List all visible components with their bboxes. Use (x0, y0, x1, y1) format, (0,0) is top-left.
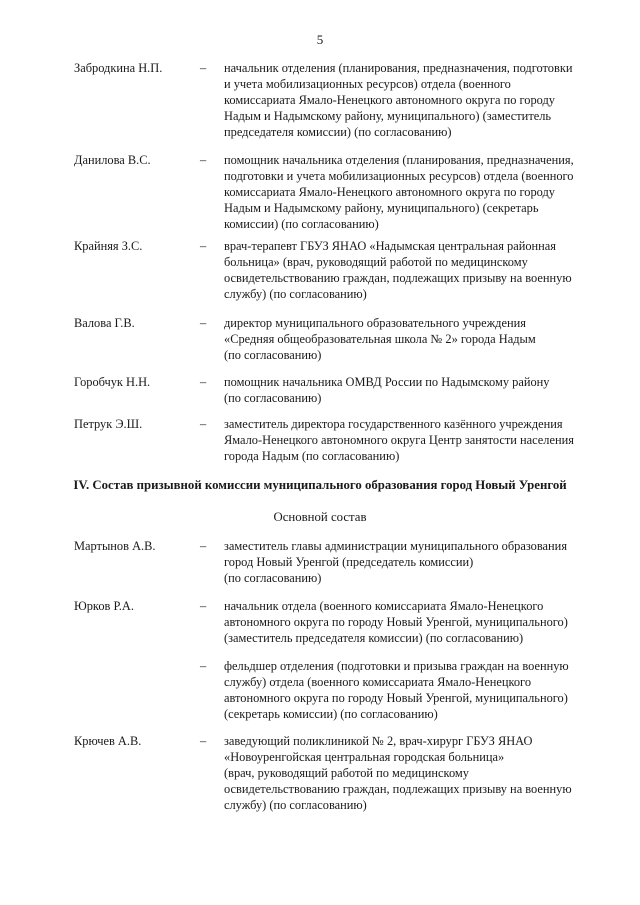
role-line: автономного округа по городу Новый Уренгой, муниципального) (224, 691, 568, 705)
role-line: комиссариата Ямало-Ненецкого автономного округа по городу (224, 93, 555, 107)
role-line: «Средняя общеобразовательная школа № 2» города Надым (224, 332, 536, 346)
role-line: комиссии) (по согласованию) (224, 217, 379, 231)
role-line: больница» (врач, руководящий работой по медицинскому (224, 255, 528, 269)
member-role (224, 374, 596, 406)
role-line: начальник отдела (военного комиссариата Ямало-Ненецкого (224, 599, 544, 613)
member-role (224, 315, 596, 363)
role-line: комиссариата Ямало-Ненецкого автономного округа по городу (224, 185, 555, 199)
role-line: и учета мобилизационных ресурсов) отдела (военного (224, 77, 511, 91)
member-name: Валова Г.В. (74, 316, 135, 330)
dash-separator: – (200, 153, 207, 167)
member-name: Горобчук Н.Н. (74, 375, 151, 389)
member-name: Крючев А.В. (74, 734, 142, 748)
role-line: фельдшер отделения (подготовки и призыва граждан на военную (224, 659, 569, 673)
member-role (224, 598, 596, 646)
role-line: автономного округа по городу Новый Уренгой, муниципального) (224, 615, 568, 629)
role-line: город Новый Уренгой (председатель комиссии) (224, 555, 474, 569)
role-line: заместитель директора государственного казённого учреждения (224, 417, 563, 431)
role-line: помощник начальника ОМВД России по Надымскому району (224, 375, 550, 389)
member-role (224, 658, 596, 722)
dash-separator: – (200, 375, 207, 389)
role-line: Ямало-Ненецкого автономного округа Центр занятости населения (224, 433, 574, 447)
role-line: Надым и Надымскому району, муниципального) (заместитель (224, 109, 552, 123)
role-line: освидетельствованию граждан, подлежащих призыву на военную (224, 782, 572, 796)
member-role (224, 416, 596, 464)
role-line: заместитель главы администрации муниципального образования (224, 539, 568, 553)
member-role (224, 152, 596, 232)
role-line: заведующий поликлиникой № 2, врач-хирург ГБУЗ ЯНАО (224, 734, 533, 748)
page-number: 5 (316, 32, 324, 47)
role-line: директор муниципального образовательного учреждения (224, 316, 526, 330)
role-line: «Новоуренгойская центральная городская больница» (224, 750, 505, 764)
role-line: (по согласованию) (224, 391, 322, 405)
dash-separator: – (200, 61, 207, 75)
role-line: помощник начальника отделения (планирования, предназначения, (224, 153, 574, 167)
role-line: службу) отдела (военного комиссариата Ямало-Ненецкого (224, 675, 532, 689)
member-role (224, 60, 596, 140)
dash-separator: – (200, 599, 207, 613)
role-line: (врач, руководящий работой по медицинскому (224, 766, 469, 780)
dash-separator: – (200, 734, 207, 748)
role-line: начальник отделения (планирования, предназначения, подготовки (224, 61, 573, 75)
dash-separator: – (200, 659, 207, 673)
member-name: Данилова В.С. (74, 153, 151, 167)
role-line: службу) (по согласованию) (224, 287, 367, 301)
dash-separator: – (200, 239, 207, 253)
dash-separator: – (200, 316, 207, 330)
member-role (224, 538, 596, 586)
role-line: освидетельствованию граждан, подлежащих призыву на военную (224, 271, 572, 285)
member-role (224, 733, 596, 813)
role-line: председателя комиссии) (по согласованию) (224, 125, 452, 139)
role-line: службу) (по согласованию) (224, 798, 367, 812)
member-name: Забродкина Н.П. (74, 61, 163, 75)
member-name: Петрук Э.Ш. (74, 417, 143, 431)
role-line: подготовки и учета мобилизационных ресурсов) отдела (военного (224, 169, 574, 183)
member-name: Крайняя З.С. (74, 239, 143, 253)
role-line: (по согласованию) (224, 348, 322, 362)
member-name: Юрков Р.А. (74, 599, 134, 613)
role-line: врач-терапевт ГБУЗ ЯНАО «Надымская центральная районная (224, 239, 556, 253)
subsection-title: Основной состав (273, 510, 367, 524)
dash-separator: – (200, 539, 207, 553)
member-name: Мартынов А.В. (74, 539, 156, 553)
member-role (224, 238, 596, 302)
role-line: Надым и Надымскому району, муниципального) (секретарь (224, 201, 539, 215)
role-line: (по согласованию) (224, 571, 322, 585)
role-line: (заместитель председателя комиссии) (по согласованию) (224, 631, 524, 645)
section-title: IV. Состав призывной комиссии муниципального образования город Новый Уренгой (73, 478, 567, 492)
dash-separator: – (200, 417, 207, 431)
role-line: (секретарь комиссии) (по согласованию) (224, 707, 438, 721)
role-line: города Надым (по согласованию) (224, 449, 400, 463)
